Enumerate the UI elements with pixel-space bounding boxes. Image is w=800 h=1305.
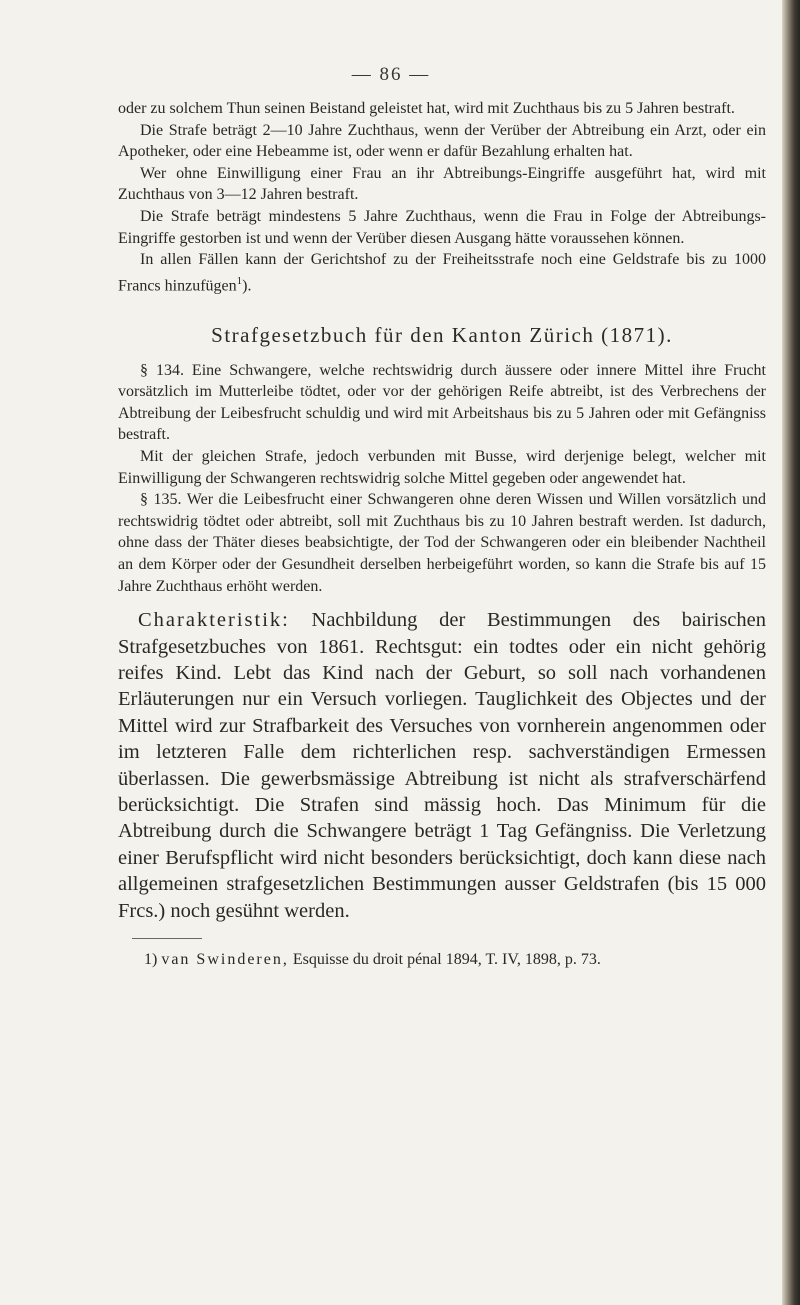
commentary-label: Charakteristik:: [138, 609, 290, 632]
footnote-author: van Swinderen,: [161, 951, 289, 969]
commentary-paragraph: [118, 607, 766, 924]
paragraph: § 134. Eine Schwangere, welche rechtswidrig durch äussere oder innere Mittel ihre Frucht vorsätzlich im Mutterleibe tödtet, oder vor der gehörigen Reife abtreibt, ist des Verbrechens der Abtreibung der Leibesfrucht schuldig und wird mit Arbeitshaus bis zu 5 Jahren oder mit Gefängniss bestraft.: [118, 361, 766, 444]
paragraph: Die Strafe beträgt 2—10 Jahre Zuchthaus, wenn der Verüber der Abtreibung ein Arzt, oder ein Apotheker, oder eine Hebeamme ist, oder wenn er dafür Bezahlung erhalten hat.: [118, 121, 766, 161]
paragraph-text: In allen Fällen kann der Gerichtshof zu der Freiheitsstrafe noch eine Geldstrafe bis zu 1000 Francs hinzufügen: [118, 251, 766, 295]
paragraph: § 135. Wer die Leibesfrucht einer Schwangeren ohne deren Wissen und Willen vorsätzlich und rechtswidrig tödtet oder abtreibt, soll mit Zuchthaus bis zu 10 Jahren bestraft werden. Ist dadurch, ohne dass der Thäter dieses beabsichtigte, der Tod der Schwangeren oder ein bleibender Nachtheil an dem Körper oder der Gesundheit derselben herbeigeführt worden, so kann die Strafe bis auf 15 Jahre Zuchthaus erhöht werden.: [118, 491, 766, 595]
paragraph-end: ).: [242, 277, 252, 295]
footnote-divider: [132, 938, 202, 939]
zurich-code-block: [118, 360, 766, 598]
footnote: [118, 949, 766, 970]
commentary-block: [118, 607, 766, 924]
page-number: — 86 —: [351, 64, 431, 85]
footnote-marker: 1): [144, 951, 158, 969]
commentary-text: Nachbildung der Bestimmungen des bairischen Strafgesetzbuches von 1861. Rechtsgut: ein todtes oder ein nicht gehörig reifes Kind. Lebt das Kind nach der Geburt, so soll nach vorhandenen Erläuterungen nur ein Versuch vorliegen. Tauglichkeit des Objectes und der Mittel wird zur Strafbarkeit des Versuches von vornherein angenommen oder im letzteren Falle dem richterlichen resp. sachverständigen Ermessen überlassen. Die gewerbsmässige Abtreibung ist nicht als strafverschärfend berücksichtigt. Die Strafen sind mässig hoch. Das Minimum für die Abtreibung durch die Schwangere beträgt 1 Tag Gefängniss. Die Verletzung einer Berufspflicht wird nicht besonders berücksichtigt, doch kann diese nach allgemeinen strafgesetzlichen Bestimmungen ausser Geldstrafen (bis 15 000 Frcs.) noch gesühnt werden.: [118, 609, 767, 922]
upper-text-block: [118, 98, 766, 297]
paragraph: Mit der gleichen Strafe, jedoch verbunden mit Busse, wird derjenige belegt, welcher mit Einwilligung der Schwangeren rechtswidrig solche Mittel gegeben oder angewendet hat.: [118, 448, 766, 487]
paragraph: [118, 249, 766, 297]
footnote-citation: Esquisse du droit pénal 1894, T. IV, 1898, p. 73.: [292, 951, 601, 969]
paragraph: Die Strafe beträgt mindestens 5 Jahre Zuchthaus, wenn die Frau in Folge der Abtreibungs-Eingriffe gestorben ist und wenn der Verüber diesen Ausgang hätte voraussehen können.: [118, 207, 766, 247]
page-content: [118, 98, 766, 970]
footnote-reference: 1: [236, 274, 243, 287]
section-heading: Strafgesetzbuch für den Kanton Zürich (1871).: [211, 322, 673, 347]
page-edge-shadow: [782, 0, 800, 1305]
paragraph: Wer ohne Einwilligung einer Frau an ihr Abtreibungs-Eingriffe ausgeführt hat, wird mit Zuchthaus von 3—12 Jahren bestraft.: [118, 164, 766, 204]
paragraph: oder zu solchem Thun seinen Beistand geleistet hat, wird mit Zuchthaus bis zu 5 Jahren bestraft.: [118, 100, 735, 117]
